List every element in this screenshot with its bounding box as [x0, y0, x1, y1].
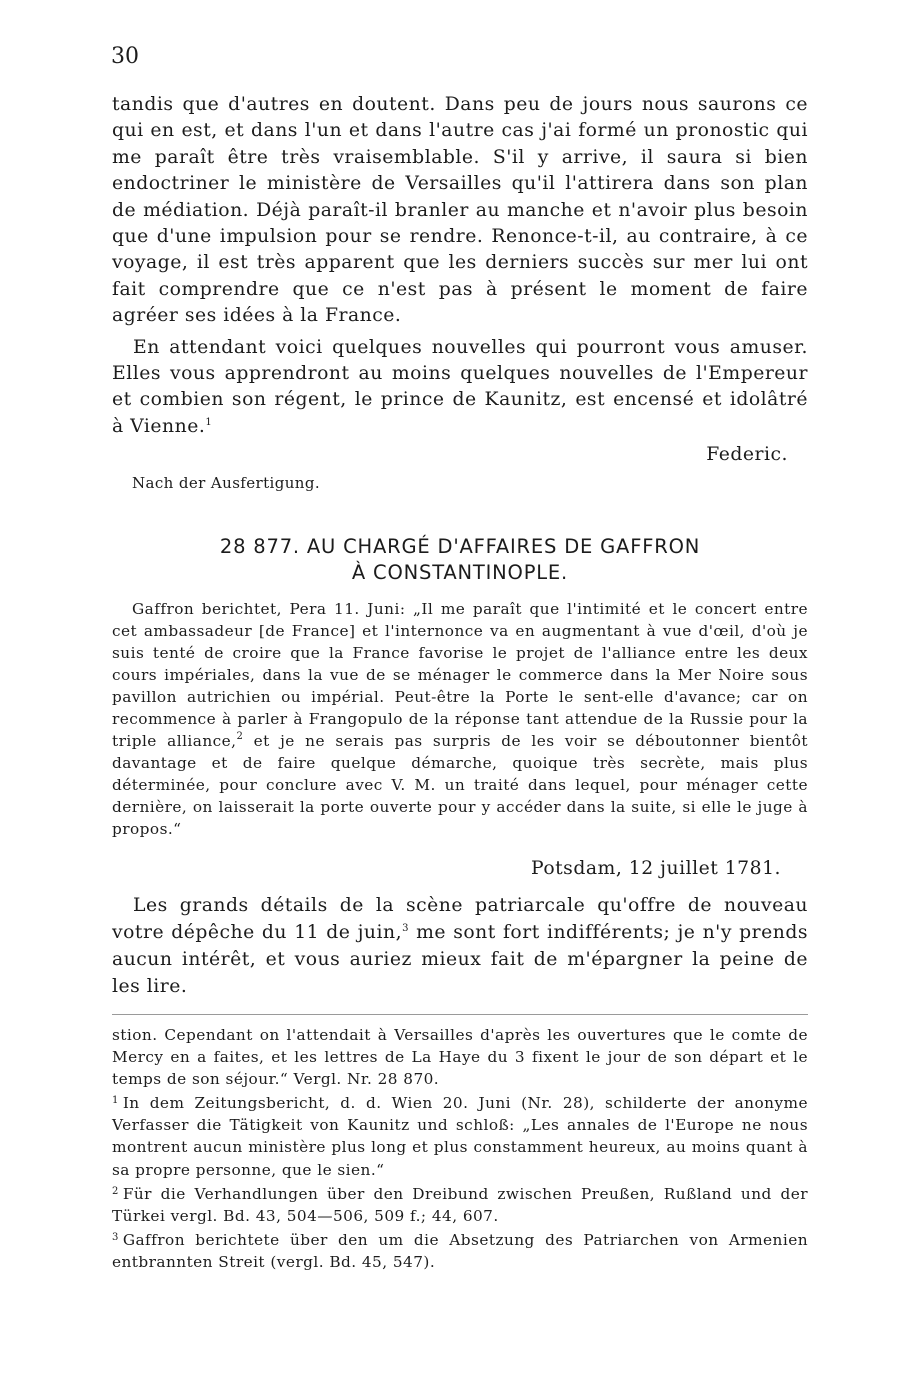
source-note: Nach der Ausfertigung.: [132, 474, 321, 492]
footnote-text: In dem Zeitungsbericht, d. d. Wien 20. Juni (Nr. 28), schilderte der anonyme Verfasser die Tätigkeit von Kaunitz und schloß: „Les annales de l'Europe ne nous montrent aucun ministère plus long et plus constamment heureux, au moins quant à sa propre personne, que le sien.“: [112, 1094, 808, 1179]
dateline: Potsdam, 12 juillet 1781.: [530, 858, 781, 879]
footnote: [112, 1227, 808, 1273]
footnote-ref: 3: [402, 923, 409, 934]
footnote-mark: 2: [112, 1185, 119, 1197]
footnote-text: stion. Cependant on l'attendait à Versailles d'après les ouvertures que le comte de Mercy en a faites, et les lettres de La Haye du 3 fixent le jour de son départ et le temps de son séjour.“ Vergl. Nr. 28 870.: [112, 1026, 808, 1089]
document-heading: [112, 534, 808, 586]
paragraph-text: Les grands détails de la scène patriarcale qu'offre de nouveau votre dépêche du 11 de juin,: [112, 895, 808, 943]
regest-text: Gaffron berichtet, Pera 11. Juni: „Il me paraît que l'intimité et le concert entre cet ambassadeur [de France] et l'internonce va en augmentant à vue d'œil, d'où je suis tenté de croire que la France favorise le projet de l'alliance entre les deux cours impériales, dans la vue de se ménager le commerce dans la Mer Noire sous pavillon autrichien ou impérial. Peut-être la Porte le sent-elle d'avance; car on recommence à parler à Frangopulo de la réponse tant attendue de la Russie pour la triple alliance,: [112, 600, 808, 750]
footnotes: [112, 1024, 808, 1273]
heading-line: À CONSTANTINOPLE.: [351, 561, 569, 584]
page-number: 30: [111, 44, 139, 69]
signature: Federic.: [706, 444, 788, 465]
footnote: [112, 1024, 808, 1090]
regest: [112, 598, 808, 840]
regest-text: et je ne serais pas surpris de les voir se déboutonner bientôt davantage et de faire quelque démarche, quoique très secrète, mais plus déterminée, pour conclure avec V. M. un traité dans lequel, pour ménager cette dernière, on laisserait la porte ouverte pour y accéder dans la suite, si elle le juge à propos.“: [112, 732, 808, 838]
footnote-text: Gaffron berichtete über den um die Absetzung des Patriarchen von Armenien entbrannten Streit (vergl. Bd. 45, 547).: [112, 1230, 808, 1271]
paragraph: [112, 892, 808, 1000]
footnote-ref: 1: [205, 416, 213, 428]
footnote-mark: 1: [112, 1095, 119, 1107]
paragraph-text: me sont fort indifférents; je n'y prends aucun intérêt, et vous auriez mieux fait de m'épargner la peine de les lire.: [112, 922, 808, 997]
footnote: [112, 1181, 808, 1227]
footnote-divider: [112, 1014, 808, 1015]
paragraph: tandis que d'autres en doutent. Dans peu de jours nous saurons ce qui en est, et dans l'un et dans l'autre cas j'ai formé un pronostic qui me paraît être très vraisemblable. S'il y arrive, il saura si bien endoctriner le ministère de Versailles qu'il l'attirera dans son plan de médiation. Déjà paraît-il branler au manche et n'avoir plus besoin que d'une impulsion pour se rendre. Renonce-t-il, au contraire, à ce voyage, il est très apparent que les derniers succès sur mer lui ont fait comprendre que ce n'est pas à présent le moment de faire agréer ses idées à la France.: [112, 94, 808, 327]
paragraph-text: En attendant voici quelques nouvelles qui pourront vous amuser. Elles vous apprendront au moins quelques nouvelles de l'Empereur et combien son régent, le prince de Kaunitz, est encensé et idolâtré à Vienne.: [112, 336, 808, 437]
footnote-ref: 2: [236, 731, 244, 742]
footnote-text: Für die Verhandlungen über den Dreibund zwischen Preußen, Rußland und der Türkei vergl. Bd. 43, 504—506, 509 f.; 44, 607.: [112, 1184, 808, 1225]
continuation-text: [112, 92, 808, 440]
heading-line: 28 877. AU CHARGÉ D'AFFAIRES DE GAFFRON: [219, 535, 701, 558]
letter-body: [112, 892, 808, 1000]
footnote-mark: 3: [112, 1231, 119, 1243]
footnote: [112, 1090, 808, 1180]
paragraph: [112, 335, 808, 441]
